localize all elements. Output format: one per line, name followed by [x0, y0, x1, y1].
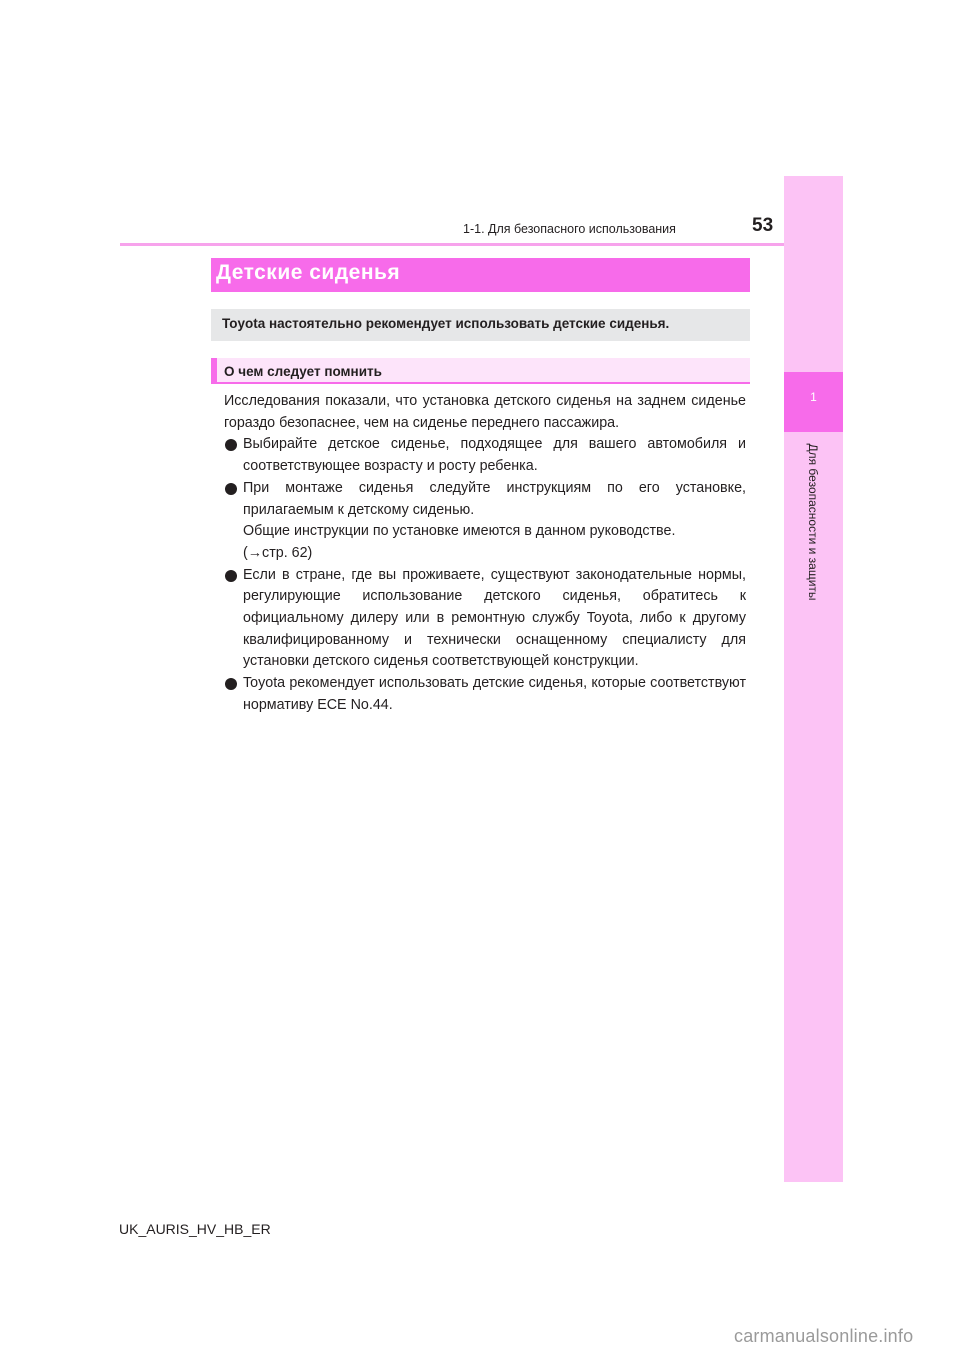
- bullet-item: [224, 478, 746, 565]
- bullet-text: Toyota рекомендует использовать детские сиденья, которые соответствуют нормативу ECE No.44.: [243, 675, 746, 713]
- body-content: [224, 391, 746, 717]
- bullet-extra-text: Общие инструкции по установке имеются в данном руководстве.: [243, 523, 676, 540]
- subheading-underline: [211, 382, 750, 384]
- bullet-list: [224, 434, 746, 716]
- header-rule: [120, 243, 842, 246]
- subheading-accent-bar: [211, 358, 217, 384]
- bullet-text: При монтаже сиденья следуйте инструкциям по его установке, прилагаемым к детскому сиденью.: [243, 479, 746, 518]
- intro-paragraph: Исследования показали, что установка детского сиденья на заднем сиденье гораздо безопаснее, чем на сиденье переднего пассажира.: [224, 393, 746, 431]
- chapter-tab-number: 1: [810, 390, 817, 404]
- bullet-item: [224, 434, 746, 477]
- bullet-icon: [225, 570, 237, 582]
- document-code: UK_AURIS_HV_HB_ER: [119, 1221, 271, 1237]
- chapter-tab-label: Для безопасности и защиты: [806, 443, 820, 601]
- subheading: О чем следует помнить: [224, 364, 382, 379]
- watermark: carmanualsonline.info: [734, 1326, 914, 1346]
- bullet-text: Если в стране, где вы проживаете, существуют законодательные нормы, регулирующие использование детского сиденья, обратитесь к официальному дилеру или в ремонтную службу Toyota, либо к другому квалифицированному и технически оснащенному специалисту для установки детского сиденья соответствующей конструкции.: [243, 566, 746, 670]
- page-number: 53: [752, 215, 774, 236]
- bullet-icon: [225, 678, 237, 690]
- bullet-icon: [225, 439, 237, 451]
- section-label: 1-1. Для безопасного использования: [463, 222, 676, 236]
- bullet-icon: [225, 483, 237, 495]
- bullet-text: Выбирайте детское сиденье, подходящее для вашего автомобиля и соответствующее возрасту и росту ребенка.: [243, 436, 746, 475]
- bullet-item: [224, 565, 746, 674]
- page-reference-link[interactable]: (→стр. 62): [243, 544, 313, 561]
- intro-text: Toyota настоятельно рекомендует использовать детские сиденья.: [222, 316, 670, 331]
- chapter-side-tab: [784, 176, 843, 1182]
- page-title: Детские сиденья: [216, 261, 401, 284]
- bullet-item: [224, 673, 746, 716]
